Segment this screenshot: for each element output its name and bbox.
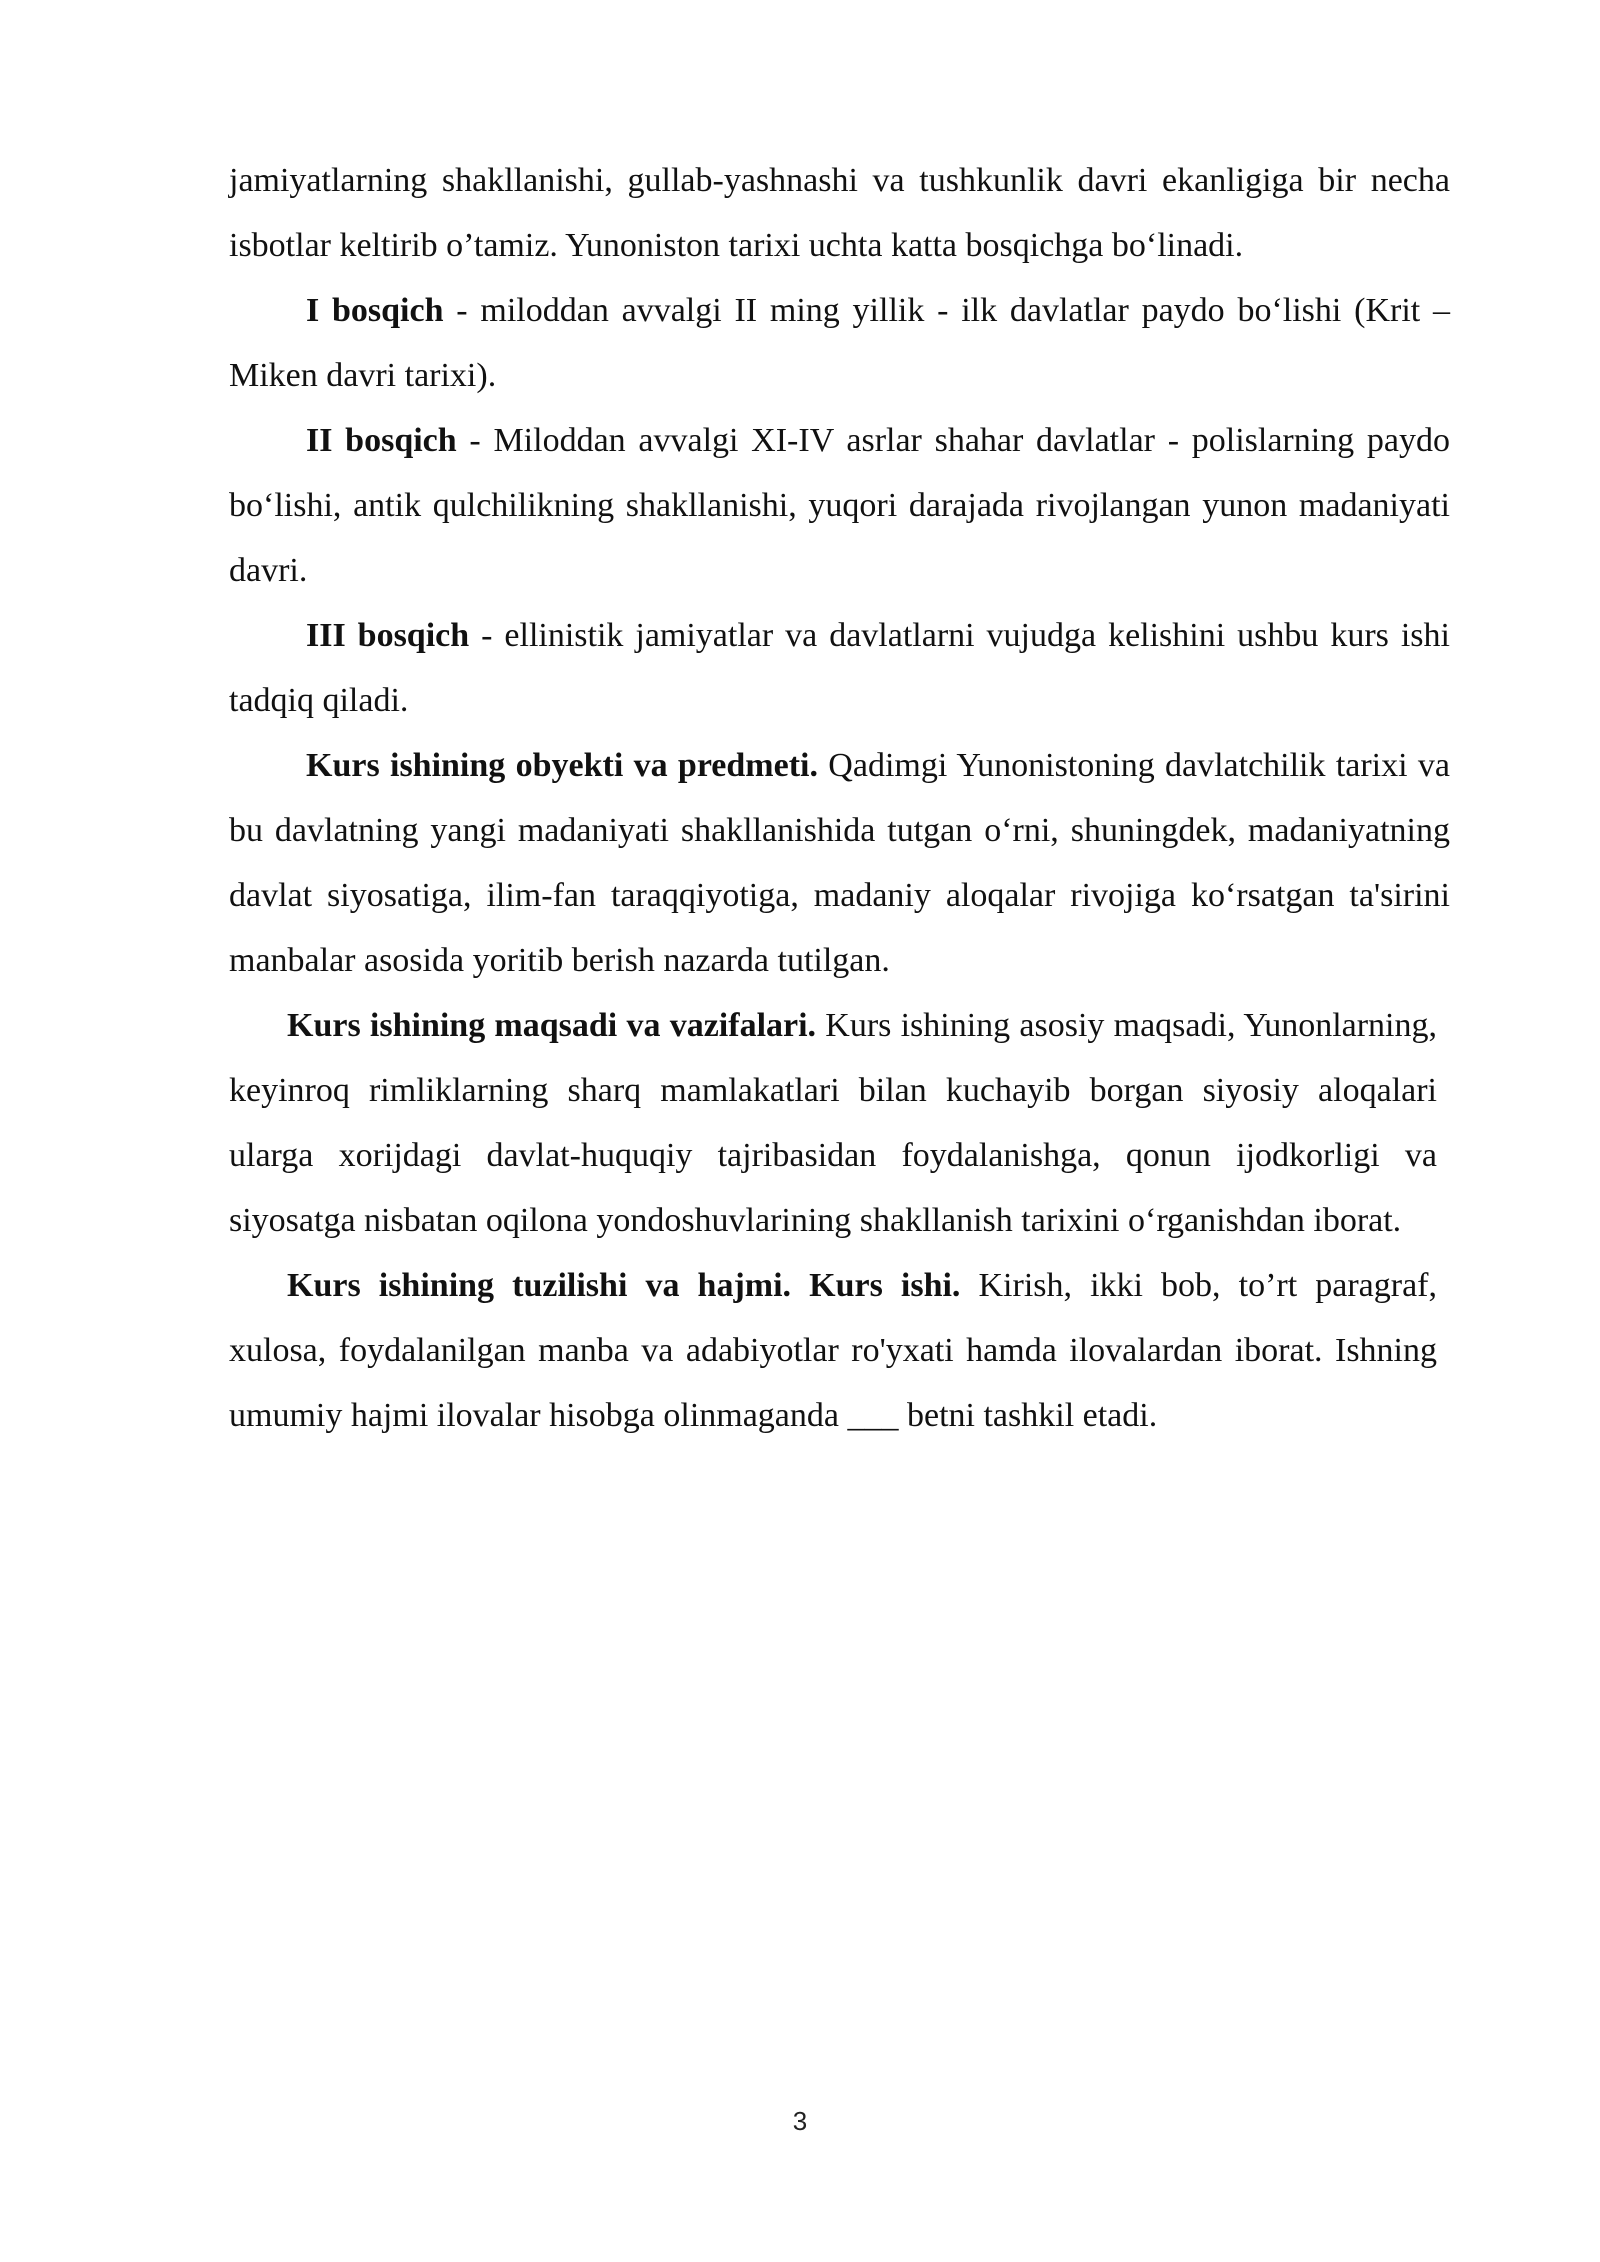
page-number: 3 [792,2106,808,2136]
goals-text: Kurs ishining asosiy maqsadi, Yunonlarning, keyinroq rimliklarning sharq mamlakatlari bilan kuchayib borgan siyosiy aloqalari ularga xorijdagi davlat-huquqiy tajribasidan foydalanishga, qonun ijodkorligi va siyosatga nisbatan oqilona yondoshuvlarining shakllanish tarixini o‘rganishdan iborat. [229,1007,1437,1239]
paragraph-intro-text: jamiyatlarning shakllanishi, gullab-yashnashi va tushkunlik davri ekanligiga bir necha isbotlar keltirib o’tamiz. Yunoniston tarixi uchta katta bosqichga bo‘linadi. [229,162,1450,264]
paragraph-structure [229,1253,1437,1448]
stage-3-label: III bosqich [306,617,470,654]
body-text [229,148,1450,1448]
object-label: Kurs ishining obyekti va predmeti. [306,747,818,784]
paragraph-stage-1 [229,278,1450,408]
paragraph-stage-3 [229,603,1450,733]
stage-2-label: II bosqich [306,422,457,459]
object-text: Qadimgi Yunonistoning davlatchilik tarixi va bu davlatning yangi madaniyati shakllanishida tutgan o‘rni, shuningdek, madaniyatning davlat siyosatiga, ilim-fan taraqqiyotiga, madaniy aloqalar rivojiga ko‘rsatgan ta'sirini manbalar asosida yoritib berish nazarda tutilgan. [229,747,1450,979]
paragraph-stage-2 [229,408,1450,603]
stage-3-text: - ellinistik jamiyatlar va davlatlarni vujudga kelishini ushbu kurs ishi tadqiq qiladi. [229,617,1450,719]
paragraph-intro [229,148,1450,278]
stage-1-text: - miloddan avvalgi II ming yillik - ilk davlatlar paydo bo‘lishi (Krit – Miken davri tarixi). [229,292,1450,394]
structure-text: Kirish, ikki bob, to’rt paragraf, xulosa, foydalanilgan manba va adabiyotlar ro'yxati hamda ilovalardan iborat. Ishning umumiy hajmi ilovalar hisobga olinmaganda ___ betni tashkil etadi. [229,1267,1437,1434]
paragraph-goals [229,993,1437,1253]
stage-1-label: I bosqich [306,292,444,329]
goals-label: Kurs ishining maqsadi va vazifalari. [287,1007,817,1044]
paragraph-object [229,733,1450,993]
stage-2-text: - Miloddan avvalgi XI-IV asrlar shahar davlatlar - polislarning paydo bo‘lishi, antik qulchilikning shakllanishi, yuqori darajada rivojlangan yunon madaniyati davri. [229,422,1450,589]
structure-label: Kurs ishining tuzilishi va hajmi. Kurs ishi. [287,1267,961,1304]
